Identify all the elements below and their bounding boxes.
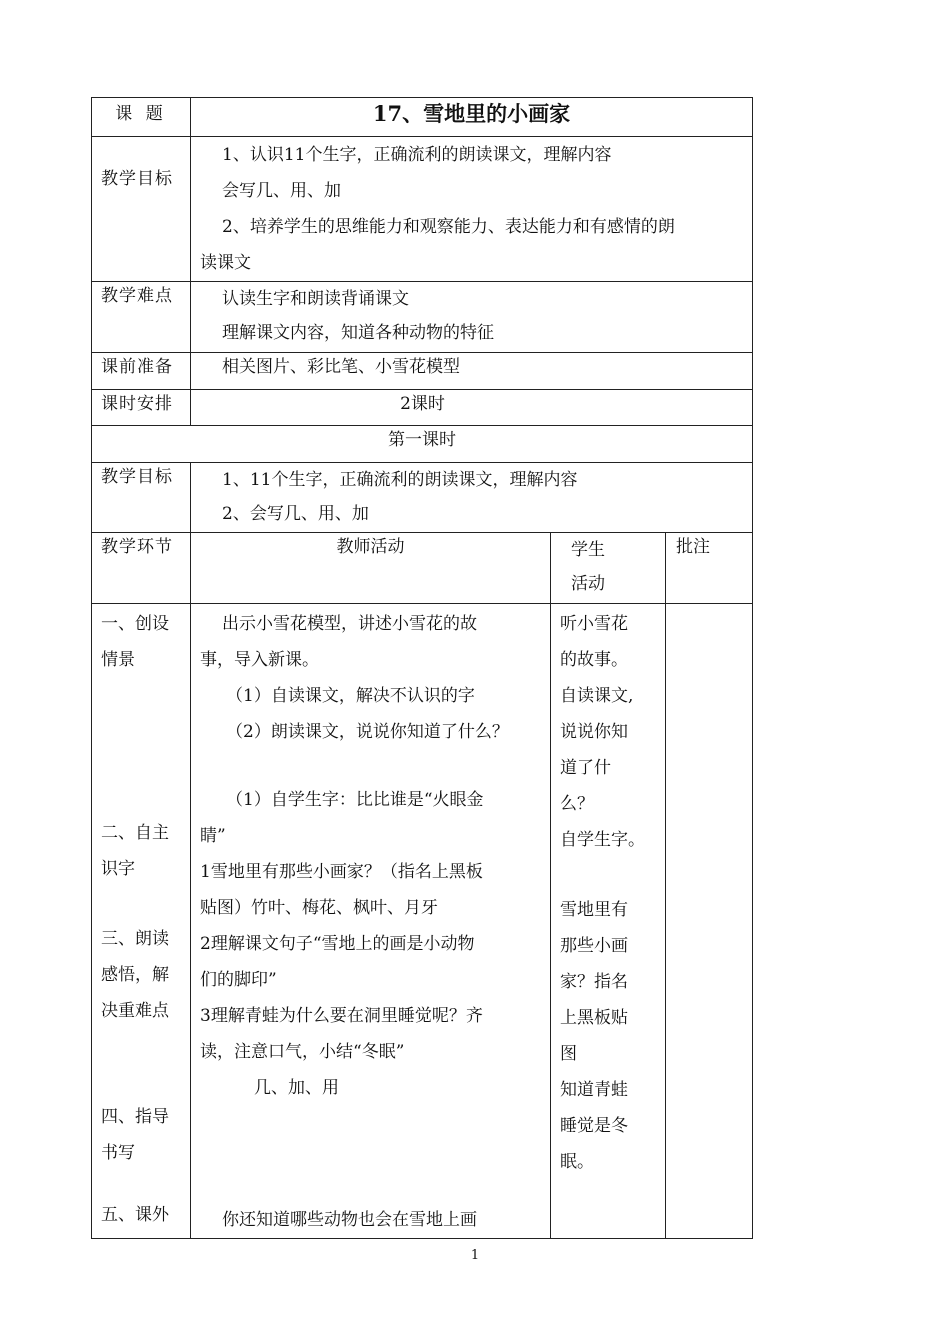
student-line: 知道青蛙	[560, 1080, 628, 1100]
notes-header-cell	[666, 533, 753, 604]
teacher-line: 事，导入新课。	[200, 650, 319, 670]
preparation-label-cell	[92, 353, 191, 390]
student-line: 自学生字。	[560, 830, 645, 850]
objective-line: 2、培养学生的思维能力和观察能力、表达能力和有感情的朗	[222, 217, 675, 237]
difficulties-row	[92, 282, 753, 353]
teacher-line: （1）自学生字：比比谁是“火眼金	[226, 790, 484, 810]
stage-line: 识字	[101, 859, 135, 879]
schedule-cell	[191, 390, 753, 426]
preparation-text: 相关图片、彩比笔、小雪花模型	[222, 357, 460, 377]
difficulties-label-cell	[92, 282, 191, 353]
stage-line: 二、自主	[101, 823, 169, 843]
stage-line: 书写	[101, 1143, 135, 1163]
lesson1-heading-row	[92, 426, 753, 463]
teacher-line: （1）自读课文，解决不认识的字	[226, 686, 475, 706]
difficulty-line: 理解课文内容，知道各种动物的特征	[222, 323, 494, 343]
preparation-cell	[191, 353, 753, 390]
stages-cell	[92, 604, 191, 1239]
lesson1-objectives-row	[92, 463, 753, 533]
student-line: 上黑板贴	[560, 1008, 628, 1028]
student-line: 雪地里有	[560, 900, 628, 920]
lesson1-objectives-label: 教学目标	[101, 467, 173, 487]
student-header-line: 活动	[571, 574, 605, 594]
teacher-line: （2）朗读课文，说说你知道了什么？	[226, 722, 509, 742]
student-line: 那些小画	[560, 936, 628, 956]
student-line: 么？	[560, 794, 594, 814]
lesson-title: 17、雪地里的小画家	[372, 101, 571, 126]
lesson1-objective-line: 1、11个生字，正确流利的朗读课文，理解内容	[222, 470, 578, 490]
teacher-line: 睛”	[200, 826, 226, 846]
stage-line: 决重难点	[101, 1001, 169, 1021]
activities-row	[92, 604, 753, 1239]
teacher-line: 们的脚印”	[200, 970, 277, 990]
notes-cell	[666, 604, 753, 1239]
schedule-label: 课时安排	[101, 394, 173, 414]
student-line: 听小雪花	[560, 614, 628, 634]
stage-header: 教学环节	[101, 537, 173, 557]
teacher-line: 读，注意口气，小结“冬眠”	[200, 1042, 405, 1062]
student-header-cell	[551, 533, 666, 604]
student-line: 睡觉是冬	[560, 1116, 628, 1136]
teacher-line: 贴图）竹叶、梅花、枫叶、月牙	[200, 898, 438, 918]
schedule-row	[92, 390, 753, 426]
schedule-text: 2课时	[400, 394, 445, 414]
objectives-label: 教学目标	[101, 169, 173, 189]
student-line: 说说你知	[560, 722, 628, 742]
teacher-line: 1雪地里有那些小画家？（指名上黑板	[200, 862, 483, 882]
preparation-label: 课前准备	[101, 357, 173, 377]
stage-line: 感悟，解	[101, 965, 169, 985]
teacher-header: 教师活动	[336, 537, 405, 557]
teacher-line: 你还知道哪些动物也会在雪地上画	[222, 1210, 477, 1230]
difficulties-cell	[191, 282, 753, 353]
objective-line: 会写几、用、加	[222, 181, 341, 201]
lesson1-objectives-label-cell	[92, 463, 191, 533]
lesson1-heading-cell	[92, 426, 753, 463]
objectives-cell	[191, 137, 753, 282]
preparation-row	[92, 353, 753, 390]
teacher-line: 3理解青蛙为什么要在洞里睡觉呢？齐	[200, 1006, 483, 1026]
page-number: 1	[470, 1248, 480, 1263]
stage-line: 情景	[101, 650, 135, 670]
teacher-line: 出示小雪花模型，讲述小雪花的故	[222, 614, 477, 634]
stage-header-cell	[92, 533, 191, 604]
difficulties-label: 教学难点	[101, 286, 173, 306]
student-line: 眠。	[560, 1152, 594, 1172]
objective-line: 读课文	[200, 253, 251, 273]
lesson1-heading: 第一课时	[388, 430, 456, 450]
teacher-line: 2理解课文句子“雪地上的画是小动物	[200, 934, 475, 954]
stage-line: 三、朗读	[101, 929, 169, 949]
schedule-label-cell	[92, 390, 191, 426]
notes-header: 批注	[676, 537, 710, 557]
lesson1-objectives-cell	[191, 463, 753, 533]
student-line: 道了什	[560, 758, 611, 778]
column-header-row	[92, 533, 753, 604]
title-label: 课 题	[115, 104, 167, 124]
student-line: 自读课文,	[560, 686, 634, 706]
objectives-row	[92, 137, 753, 282]
teacher-activity-cell	[191, 604, 551, 1239]
lesson-plan-table	[91, 97, 753, 1239]
student-line: 家？指名	[560, 972, 628, 992]
title-label-cell	[92, 98, 191, 137]
student-line: 图	[560, 1044, 577, 1064]
teacher-line: 几、加、用	[254, 1078, 339, 1098]
lesson1-objective-line: 2、会写几、用、加	[222, 504, 369, 524]
teacher-header-cell	[191, 533, 551, 604]
student-header-line: 学生	[571, 540, 605, 560]
title-cell	[191, 98, 753, 137]
stage-line: 五、课外	[101, 1205, 169, 1225]
objectives-label-cell	[92, 137, 191, 282]
stage-line: 一、创设	[101, 614, 169, 634]
student-activity-cell	[551, 604, 666, 1239]
student-line: 的故事。	[560, 650, 628, 670]
stage-line: 四、指导	[101, 1107, 169, 1127]
objective-line: 1、认识11个生字，正确流利的朗读课文，理解内容	[222, 145, 612, 165]
difficulty-line: 认读生字和朗读背诵课文	[222, 289, 409, 309]
title-row	[92, 98, 753, 137]
